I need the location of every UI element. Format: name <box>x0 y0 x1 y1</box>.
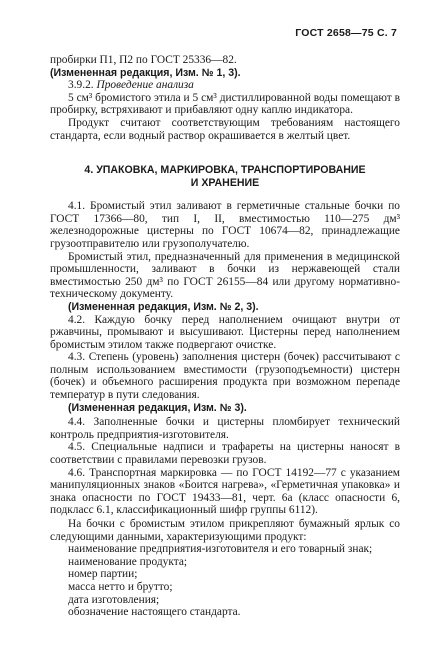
clause-4-1-medical: Бромистый этил, предназначенный для применения в медицинской промышленности, заливают в бочки из нержавеющей стали вместимостью 250 дм³ по ГОСТ 26155—84 или другому нормативно-техническому документу. <box>50 250 400 301</box>
conclusion-paragraph: Продукт считают соответствующим требованиям настоящего стандарта, если водный раствор окрашивается в желтый цвет. <box>50 116 400 142</box>
list-item: масса нетто и брутто; <box>68 580 173 593</box>
analysis-paragraph: 5 см³ бромистого этила и 5 см³ дистиллированной воды помещают в пробирку, встряхивают и прибавляют одну каплю индикатора. <box>50 91 400 117</box>
intro-line: пробирки П1, П2 по ГОСТ 25336—82. <box>50 54 237 66</box>
list-item: дата изготовления; <box>68 593 160 606</box>
clause-4-6: 4.6. Транспортная маркировка — по ГОСТ 14192—77 с указанием манипуляционных знаков «Боится нагрева», «Герметичная упаковка» и знака опасности по ГОСТ 19433—81, черт. 6а (класс опасности 6, подкласс 6.1, классификационный шифр группы 6112). <box>50 466 400 517</box>
section-title <box>50 164 400 190</box>
edit-note-2: (Измененная редакция, Изм. № 2, 3). <box>68 300 259 313</box>
section-title-line-1: 4. УПАКОВКА, МАРКИРОВКА, ТРАНСПОРТИРОВАНИЕ <box>84 164 366 177</box>
clause-4-6-label: На бочки с бромистым этилом прикрепляют бумажный ярлык со следующими данными, характеризующими продукт: <box>50 518 400 543</box>
page-content <box>50 54 400 619</box>
list-item: обозначение настоящего стандарта. <box>68 606 241 619</box>
edit-note-3: (Измененная редакция, Изм. № 3). <box>68 401 247 414</box>
clause-4-4: 4.4. Заполненные бочки и цистерны пломбирует технический контроль предприятия-изготовителя. <box>50 416 400 441</box>
clause-4-1: 4.1. Бромистый этил заливают в герметичные стальные бочки по ГОСТ 17366—80, тип I, II, вместимостью 110—275 дм³ железнодорожные цистерны по ГОСТ 10674—82, принадлежащие грузоотправителю или грузополучателю. <box>50 200 400 250</box>
clause-number: 3.9.2. <box>68 79 94 92</box>
list-item: номер партии; <box>68 568 138 581</box>
clause-title: Проведение анализа <box>96 79 194 92</box>
section-title-line-2: И ХРАНЕНИЕ <box>190 177 260 190</box>
clause-heading <box>50 79 400 92</box>
list-item: наименование предприятия-изготовителя и его товарный знак; <box>68 543 373 556</box>
edit-note-1: (Измененная редакция, Изм. № 1, 3). <box>50 66 241 79</box>
clause-4-5: 4.5. Специальные надписи и трафареты на цистерны наносят в соответствии с правилами перевозки грузов. <box>50 441 400 467</box>
clause-4-3: 4.3. Степень (уровень) заполнения цистерн (бочек) рассчитывают с полным использованием вместимости (грузоподъемности) цистерн (бочек) и объемного расширения продукта при возможном перепаде температур в пути следования. <box>50 351 400 402</box>
list-item: наименование продукта; <box>68 555 188 568</box>
page-header: ГОСТ 2658—75 С. 7 <box>295 27 397 39</box>
label-data-list <box>50 543 400 619</box>
clause-4-2: 4.2. Каждую бочку перед наполнением очищают внутри от ржавчины, промывают и высушивают. Цистерны перед наполнением бромистым этилом также подвергают очистке. <box>50 313 400 351</box>
